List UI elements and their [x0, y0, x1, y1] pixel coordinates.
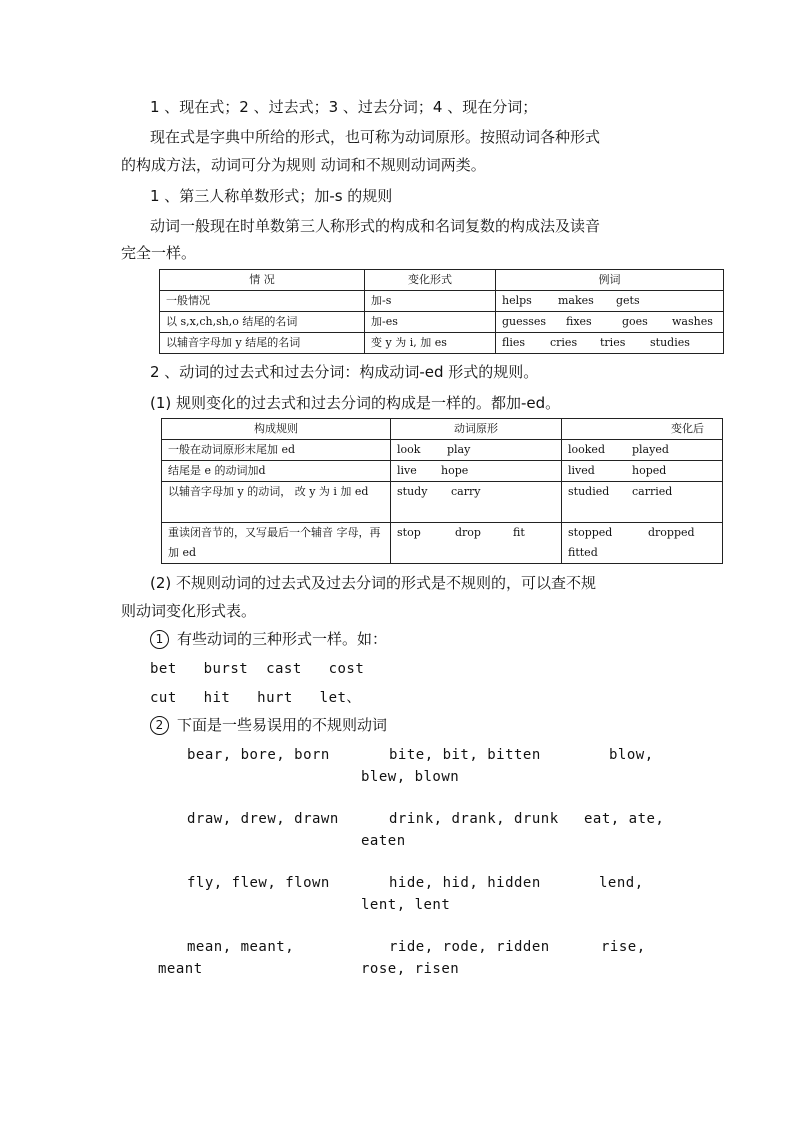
line-11	[150, 629, 387, 649]
table-cell-changed	[562, 461, 723, 482]
verb-group: rose, risen	[361, 961, 460, 977]
table-header: 变化后	[562, 419, 723, 440]
verb-group: rise,	[601, 939, 646, 955]
table-row	[160, 333, 724, 354]
table-cell-changed	[562, 482, 723, 523]
line-3: 的构成方法，动词可分为规则 动词和不规则动词两类。	[121, 156, 486, 174]
example-word: guesses	[502, 315, 547, 328]
table-row	[160, 291, 724, 312]
verb-group: fly, flew, flown	[187, 875, 330, 891]
table-cell: 重读闭音节的，又写最后一个辅音 字母，再加 ed	[162, 523, 391, 564]
example-word: looked	[568, 443, 605, 456]
table-cell-base	[391, 440, 562, 461]
table-cell: 结尾是 e 的动词加d	[162, 461, 391, 482]
example-word: fitted	[568, 546, 598, 559]
example-word: carry	[451, 485, 481, 498]
table-past-tense	[161, 418, 723, 564]
verb-group: lend,	[599, 875, 644, 891]
verb-group: blew, blown	[361, 769, 460, 785]
table-row	[162, 523, 723, 564]
example-word: gets	[616, 294, 640, 307]
line-5: 动词一般现在时单数第三人称形式的构成和名词复数的构成法及读音	[150, 217, 601, 235]
table-cell-base	[391, 461, 562, 482]
example-word: carried	[632, 485, 673, 498]
table-cell-examples	[496, 312, 724, 333]
table-cell: 变 y 为 i, 加 es	[365, 333, 496, 354]
table-header: 动词原形	[391, 419, 562, 440]
verb-group: drink, drank, drunk	[389, 811, 559, 827]
table-cell: 一般情况	[160, 291, 365, 312]
line-7: 2 、动词的过去式和过去分词：构成动词-ed 形式的规则。	[150, 363, 539, 381]
verb-group: blow,	[609, 747, 654, 763]
example-word: goes	[622, 315, 648, 328]
table-header: 情 况	[160, 270, 365, 291]
example-word: flies	[502, 336, 526, 349]
example-word: study	[397, 485, 428, 498]
line-14	[150, 715, 387, 735]
table-cell-examples	[496, 333, 724, 354]
verb-group: bear, bore, born	[187, 747, 330, 763]
table-row	[160, 312, 724, 333]
table-cell: 加-s	[365, 291, 496, 312]
line-8: (1) 规则变化的过去式和过去分词的构成是一样的。都加-ed。	[150, 394, 561, 412]
example-word: studies	[650, 336, 690, 349]
line-12: bet burst cast cost	[150, 661, 365, 677]
circled-number: 2	[150, 716, 169, 735]
line-9: (2) 不规则动词的过去式及过去分词的形式是不规则的，可以查不规	[150, 574, 597, 592]
table-header-row	[162, 419, 723, 440]
example-word: cries	[550, 336, 578, 349]
example-word: lived	[568, 464, 595, 477]
table-row	[162, 482, 723, 523]
verb-group: eat, ate,	[584, 811, 665, 827]
line-13: cut hit hurt let、	[150, 690, 361, 706]
table-cell-base	[391, 523, 562, 564]
table-cell-changed	[562, 440, 723, 461]
verb-group: eaten	[361, 833, 406, 849]
verb-group: draw, drew, drawn	[187, 811, 339, 827]
verb-group: hide, hid, hidden	[389, 875, 541, 891]
table-header-row	[160, 270, 724, 291]
example-word: tries	[600, 336, 626, 349]
table-row	[162, 440, 723, 461]
example-word: played	[632, 443, 669, 456]
example-word: stop	[397, 526, 421, 539]
line-1: 1 、现在式；2 、过去式；3 、过去分词；4 、现在分词；	[150, 98, 538, 116]
table-row	[162, 461, 723, 482]
line-2: 现在式是字典中所给的形式，也可称为动词原形。按照动词各种形式	[150, 128, 601, 146]
table-cell-base	[391, 482, 562, 523]
verb-group: meant	[158, 961, 203, 977]
line-4: 1 、第三人称单数形式；加-s 的规则	[150, 187, 393, 205]
example-word: play	[447, 443, 471, 456]
example-word: live	[397, 464, 417, 477]
table-header: 构成规则	[162, 419, 391, 440]
table-cell: 以辅音字母加 y 的动词， 改 y 为 i 加 ed	[162, 482, 391, 523]
line-11-text: 有些动词的三种形式一样。如：	[177, 630, 388, 648]
verb-group: bite, bit, bitten	[389, 747, 541, 763]
table-cell-changed	[562, 523, 723, 564]
example-word: drop	[455, 526, 481, 539]
verb-group: ride, rode, ridden	[389, 939, 550, 955]
line-14-text: 下面是一些易误用的不规则动词	[177, 716, 388, 734]
table-header: 变化形式	[365, 270, 496, 291]
example-word: look	[397, 443, 421, 456]
example-word: dropped	[648, 526, 695, 539]
example-word: hope	[441, 464, 469, 477]
example-word: helps	[502, 294, 532, 307]
table-cell: 加-es	[365, 312, 496, 333]
verb-group: lent, lent	[361, 897, 451, 913]
example-word: fit	[513, 526, 525, 539]
table-cell: 以 s,x,ch,sh,o 结尾的名词	[160, 312, 365, 333]
line-6: 完全一样。	[121, 244, 197, 262]
table-header: 例词	[496, 270, 724, 291]
example-word: fixes	[566, 315, 592, 328]
example-word: stopped	[568, 526, 613, 539]
table-cell-examples	[496, 291, 724, 312]
line-10: 则动词变化形式表。	[121, 602, 257, 620]
example-word: hoped	[632, 464, 667, 477]
circled-number: 1	[150, 630, 169, 649]
table-cell: 一般在动词原形末尾加 ed	[162, 440, 391, 461]
table-cell: 以辅音字母加 y 结尾的名词	[160, 333, 365, 354]
table-third-person	[159, 269, 724, 354]
example-word: studied	[568, 485, 610, 498]
verb-group: mean, meant,	[187, 939, 295, 955]
example-word: washes	[672, 315, 713, 328]
example-word: makes	[558, 294, 594, 307]
